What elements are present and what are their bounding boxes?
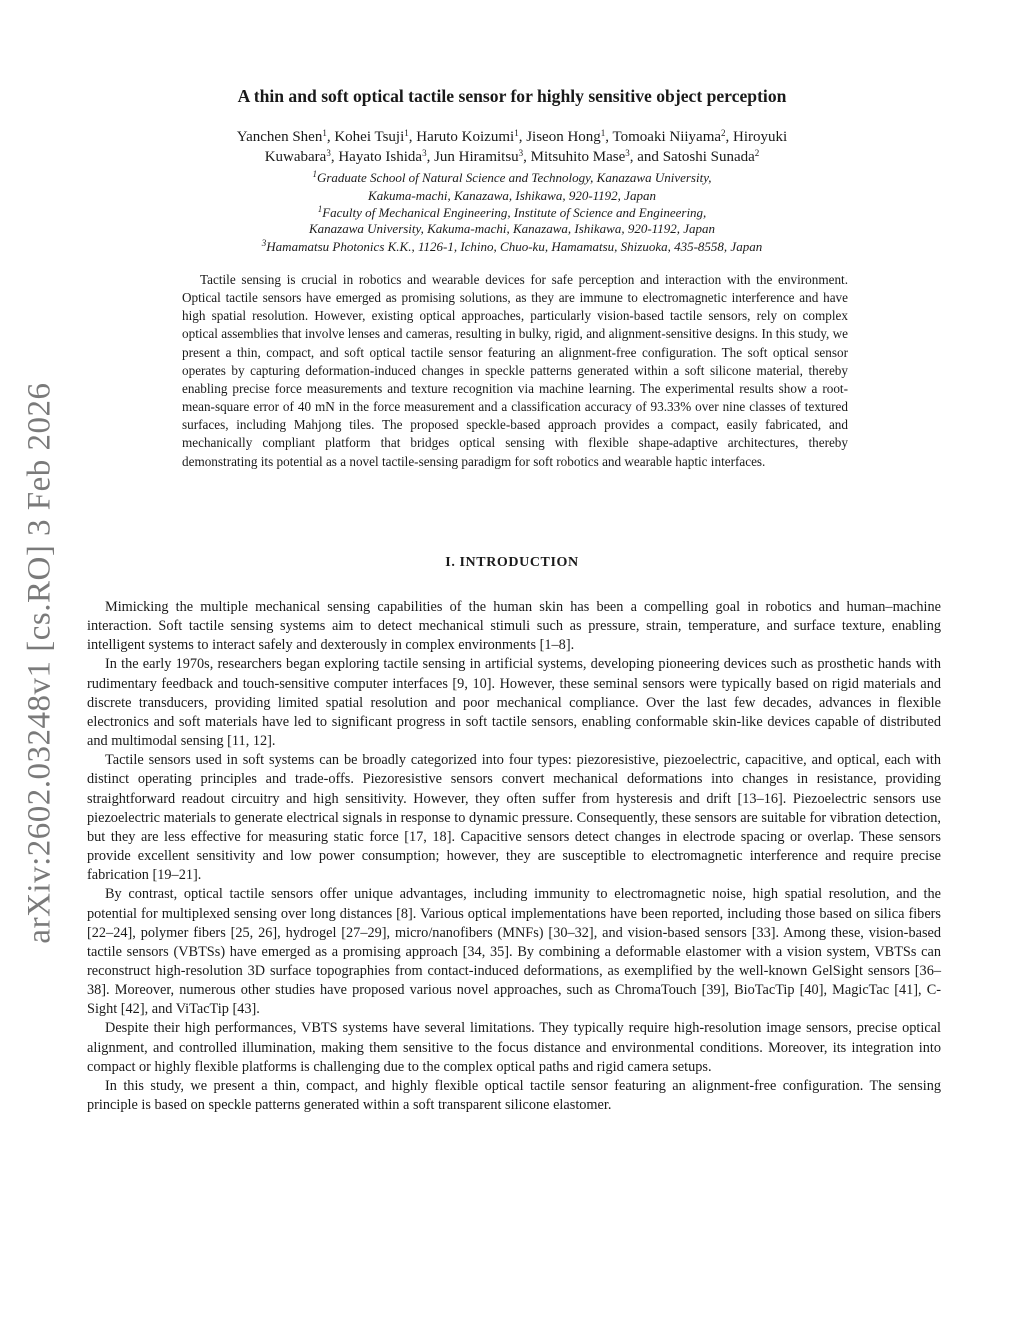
affiliation-index: 1 [514, 128, 519, 138]
section-heading-introduction: I. INTRODUCTION [445, 555, 579, 570]
affiliation-line-4 [0, 222, 1024, 235]
affiliation-index: 3 [422, 148, 427, 158]
paragraph: In this study, we present a thin, compact, and highly flexible optical tactile sensor featuring an alignment-free configuration. The sensing principle is based on speckle patterns generated within a soft transparent silicone elastomer. [87, 1077, 941, 1114]
author-name: Kohei Tsuji [334, 129, 405, 145]
affiliation-text: Kakuma-machi, Kanazawa, Ishikawa, 920-1192, Japan [368, 188, 656, 203]
author-name: Hayato Ishida [338, 149, 423, 165]
author-line-2: Kuwabara$^3$, Hayato Ishida$^3$, Jun Hiramitsu$^3$, Mitsuhito Mase$^3$, and Satoshi Sunada$^2$ [264, 148, 760, 165]
author-name: Haruto Koizumi [416, 129, 515, 145]
author-name: Kuwabara [264, 149, 327, 165]
arxiv-identifier-stamp: arXiv:2602.03248v1 [cs.RO] 3 Feb 2026 [21, 382, 58, 944]
author-line-1: Yanchen Shen$^1$, Kohei Tsuji$^1$, Haruto Koizumi$^1$, Jiseon Hong$^1$, Tomoaki Niiyama$^2$, Hiroyuki [236, 128, 788, 145]
affiliation-text: Graduate School of Natural Science and Technology, Kanazawa University, [316, 170, 712, 185]
affiliation-text: Faculty of Mechanical Engineering, Institute of Science and Engineering, [322, 205, 707, 220]
paragraph: By contrast, optical tactile sensors offer unique advantages, including immunity to electromagnetic noise, high spatial resolution, and the potential for multiplexed sensing over long distances [8]. Various optical implementations have been reported, including those based on silica fibers [22–24], polymer fibers [25, 26], hydrogel [27–29], micro/nanofibers (MNFs) [30–32], and vision-based sensors [33]. Among these, vision-based tactile sensors (VBTSs) have emerged as a promising approach [34, 35]. By combining a deformable elastomer with a vision system, VBTSs can reconstruct high-resolution 3D surface topographies from contact-induced deformations, as exemplified by the well-known GelSight sensors [36–38]. Moreover, numerous other studies have proposed various novel approaches, such as ChromaTouch [39], BioTacTip [40], MagicTac [41], C-Sight [42], and ViTacTip [43]. [87, 886, 941, 1018]
affiliation-index: 2 [721, 128, 726, 138]
abstract [182, 271, 848, 471]
author-name: Tomoaki Niiyama [612, 129, 722, 145]
paragraph: Tactile sensors used in soft systems can be broadly categorized into four types: piezoresistive, piezoelectric, capacitive, and optical, each with distinct operating principles and trade-offs. Piezoresistive sensors convert mechanical deformations into changes in resistance, providing straightforward readout circuitry and high sensitivity. However, they often suffer from hysteresis and drift [13–16]. Piezoelectric sensors use piezoelectric materials to generate electrical signals in response to dynamic pressure. Consequently, these sensors are suitable for vibration detection, but they are less effective for measuring static force [17, 18]. Capacitive sensors detect changes in electrode spacing or overlap. These sensors provide excellent sensitivity and low power consumption; however, they are susceptible to electromagnetic interference and require precise fabrication [19–21]. [87, 752, 941, 884]
affiliation-index: 1 [404, 128, 409, 138]
affiliation-index: 3 [326, 148, 331, 158]
paragraph: In the early 1970s, researchers began exploring tactile sensing in artificial systems, developing pioneering devices such as prosthetic hands with rudimentary feedback and touch-sensitive computer interfaces [9, 10]. However, these seminal sensors were typically based on rigid materials and discrete transducers, providing limited spatial resolution and poor mechanical compliance. Over the last few decades, advances in flexible electronics and soft materials have led to significant progress in soft tactile sensors, enabling conformable skin-like devices capable of distributed and multimodal sensing [11, 12]. [87, 656, 941, 750]
affiliation-line-5 [0, 240, 1024, 253]
abstract-text: Tactile sensing is crucial in robotics and wearable devices for safe perception and interaction with the environment. Optical tactile sensors have emerged as promising solutions, as they are immune to electromagnetic interference and have high spatial resolution. However, existing optical approaches, particularly vision-based tactile sensors, rely on complex optical assemblies that involve lenses and cameras, resulting in bulky, rigid, and alignment-sensitive designs. In this study, we present a thin, compact, and soft optical tactile sensor featuring an alignment-free configuration. The soft optical sensor operates by capturing deformation-induced changes in speckle patterns generated within a soft silicone material, thereby enabling precise force measurements and texture recognition via machine learning. The experimental results show a root-mean-square error of 40 mN in the force measurement and a classification accuracy of 93.33% over nine classes of textured surfaces, including Mahjong tiles. The proposed speckle-based approach provides a compact, easily fabricated, and mechanically compliant platform that bridges optical sensing with flexible shape-adaptive architectures, thereby demonstrating its potential as a novel tactile-sensing paradigm for soft robotics and wearable haptic interfaces. [182, 272, 848, 469]
affiliation-index: 3 [518, 148, 524, 158]
paper-title: A thin and soft optical tactile sensor for highly sensitive object perception [237, 86, 787, 106]
affiliation-index: 3 [261, 238, 267, 248]
affiliation-line-2 [0, 189, 1024, 202]
affiliation-index: 1 [312, 169, 317, 179]
author-name: Satoshi Sunada [662, 149, 755, 165]
affiliation-index: 1 [600, 128, 606, 138]
author-name: Yanchen Shen [236, 129, 323, 145]
affiliation-index: 1 [322, 128, 327, 138]
author-name: Jiseon Hong [526, 129, 601, 145]
affiliation-line-3 [0, 206, 1024, 219]
affiliation-index: 3 [625, 148, 630, 158]
affiliation-text: Kanazawa University, Kakuma-machi, Kanazawa, Ishikawa, 920-1192, Japan [309, 221, 715, 236]
affiliation-index: 1 [317, 204, 323, 214]
author-name: Hiroyuki [733, 129, 788, 145]
affiliation-text: Hamamatsu Photonics K.K., 1126-1, Ichino, Chuo-ku, Hamamatsu, Shizuoka, 435-8558, Japan [266, 239, 763, 254]
paragraph: Mimicking the multiple mechanical sensing capabilities of the human skin has been a compelling goal in robotics and human–machine interaction. Soft tactile sensing systems aim to detect mechanical stimuli such as pressure, strain, temperature, and surface texture, enabling intelligent systems to interact safely and dexterously in complex environments [1–8]. [87, 599, 941, 654]
affiliation-index: 2 [754, 148, 760, 158]
introduction-body [87, 598, 941, 1115]
author-name: Jun Hiramitsu [434, 149, 519, 165]
affiliation-line-1 [0, 171, 1024, 184]
author-name: Mitsuhito Mase [530, 149, 626, 165]
paragraph: Despite their high performances, VBTS systems have several limitations. They typically require high-resolution image sensors, precise optical alignment, and controlled illumination, making them sensitive to the focus distance and environmental conditions. Moreover, its integration into compact or highly flexible platforms is challenging due to the complex optical paths and rigid camera setups. [87, 1020, 941, 1075]
